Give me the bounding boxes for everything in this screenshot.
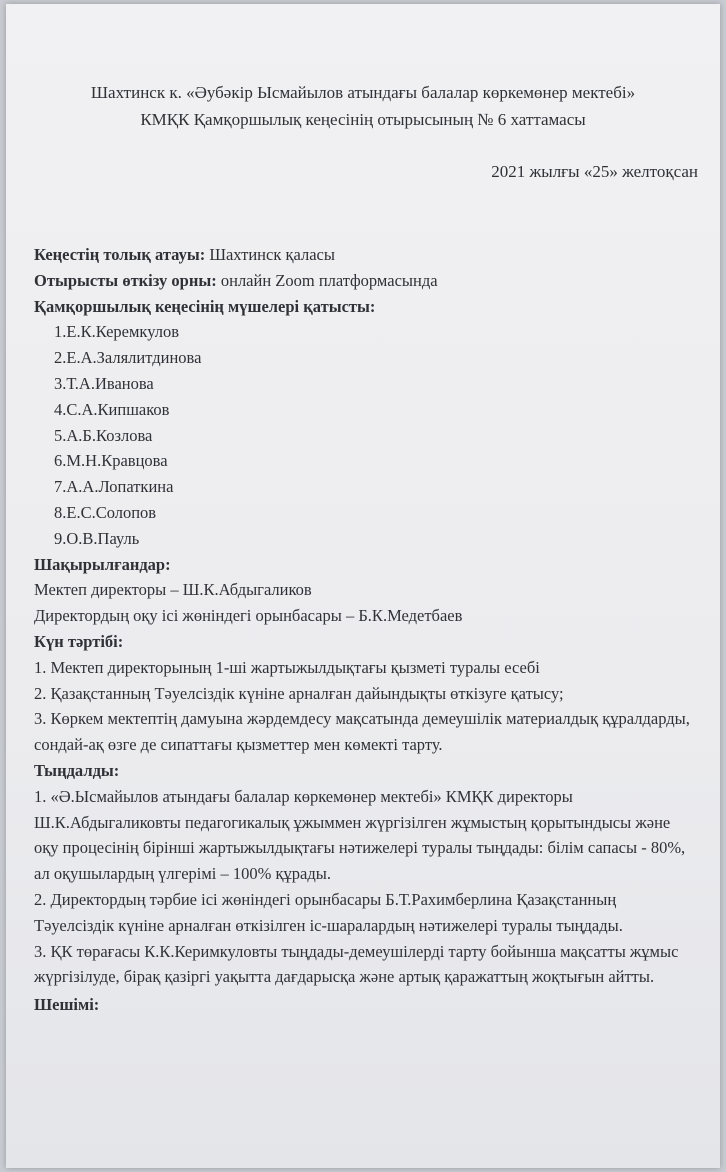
agenda-heading: Күн тәртібі: — [34, 631, 124, 651]
agenda-item: 3. Көркем мектептің дамуына жәрдемдесу мақсатында демеушілік материалдық құралдарды, сондай-ақ өзге де сипаттағы қызметтер мен көмекті тарту. — [34, 709, 690, 755]
member-item: 8.Е.С.Солопов — [54, 502, 157, 522]
document-page — [6, 4, 720, 1168]
venue-label: Отырысты өткізу орны: — [34, 270, 217, 290]
invited-item: Мектеп директоры – Ш.К.Абдыгаликов — [34, 580, 312, 600]
document-header — [6, 79, 720, 133]
member-item: 4.С.А.Кипшаков — [54, 399, 170, 419]
member-item: 9.О.В.Пауль — [54, 528, 140, 548]
title-line-2: КМҚК Қамқоршылық кеңесінің отырысының № 6 хаттамасы — [140, 110, 586, 129]
invited-item: Директордың оқу ісі жөніндегі орынбасары – Б.К.Медетбаев — [34, 606, 463, 626]
member-item: 1.Е.К.Керемкулов — [54, 322, 180, 342]
venue-line — [34, 268, 706, 294]
venue-value: онлайн Zoom платформасында — [216, 270, 438, 290]
council-name-line — [34, 242, 706, 268]
invited-heading: Шақырылғандар: — [34, 554, 171, 574]
title-line-1: Шахтинск к. «Әубәкір Ысмайылов атындағы балалар көркемөнер мектебі» — [90, 83, 636, 102]
agenda-item: 1. Мектеп директорының 1-ші жартыжылдықтағы қызметі туралы есебі — [34, 657, 540, 677]
heard-heading: Тыңдалды: — [34, 760, 120, 780]
document-date: 2021 жылғы «25» желтоқсан — [491, 162, 698, 181]
member-item: 5.А.Б.Козлова — [54, 425, 153, 445]
member-item: 7.А.А.Лопаткина — [54, 477, 174, 497]
heard-item: 3. ҚК төрағасы К.К.Керимкуловты тыңдады-демеушілерді тарту бойынша мақсатты жұмыс жүргізілуде, бірақ қазіргі уақытта дағдарысқа және артық қаражаттың жоқтығын айтты. — [34, 941, 679, 987]
council-name-label: Кеңестің толық атауы: — [34, 245, 206, 264]
members-heading: Қамқоршылық кеңесінің мүшелері қатысты: — [34, 296, 376, 316]
member-item: 6.М.Н.Кравцова — [54, 451, 168, 471]
heard-item: 2. Директордың тәрбие ісі жөніндегі орынбасары Б.Т.Рахимберлина Қазақстанның Тәуелсіздік күніне арналған өткізілген іс-шаралардың нәтижелері туралы тыңдады. — [34, 889, 623, 935]
agenda-item: 2. Қазақстанның Тәуелсіздік күніне арналған дайындықты өткізуге қатысу; — [34, 683, 564, 703]
member-item: 2.Е.А.Залялитдинова — [54, 348, 202, 368]
decision-heading: Шешімі: — [34, 995, 100, 1015]
council-name-value: Шахтинск қаласы — [205, 245, 335, 264]
heard-item: 1. «Ә.Ысмайылов атындағы балалар көркемөнер мектебі» КМҚК директоры Ш.К.Абдыгаликовты педагогикалық ұжыммен жүргізілген жұмыстың қорытындысы және оқу процесінің бірінші жартыжылдықтағы нәтижелері туралы тыңдады: білім сапасы - 80%, ал оқушылардың үлгерімі – 100% құрады. — [34, 786, 686, 884]
document-body — [34, 242, 706, 1018]
member-item: 3.Т.А.Иванова — [54, 373, 154, 393]
members-list — [34, 319, 706, 551]
